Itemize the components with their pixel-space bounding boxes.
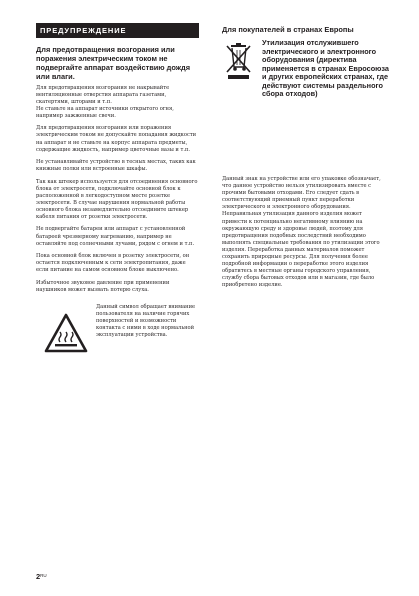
left-column <box>36 23 199 384</box>
disposal-heading: Утилизация отслужившего электрического и электронного оборудования (директива применяется в странах Евросоюза и других европейских странах, где действуют системы раздельного сбора отходов) <box>262 38 389 98</box>
disposal-body: Данный знак на устройстве или его упаковке обозначает, что данное устройство нельзя утилизировать вместе с прочими бытовыми отходами. Его следует сдать в соответствующий приемный пункт переработки электрического и электронного оборудования. Неправильная утилизация данного изделия может привести к потенциально негативному влиянию на окружающую среду и здоровье людей, поэтому для предотвращения подобных последствий необходимо выполнять специальные требования по утилизации этого изделия. Переработка данных материалов поможет сохранить природные ресурсы. Для получения более подробной информации о переработке этого изделия обратитесь в местные органы городского управления, службу сбора бытовых отходов или в магазин, где было приобретено изделие. <box>222 176 381 289</box>
disposal-notice <box>222 38 389 289</box>
hot-surface-warning-icon <box>44 313 88 353</box>
crossed-out-wheelie-bin-icon <box>224 41 252 81</box>
warning-banner: ПРЕДУПРЕЖДЕНИЕ <box>36 23 199 38</box>
warning-paragraph: Не устанавливайте устройство в тесных местах, таких как книжные полки или встроенные шкафы. <box>36 159 196 173</box>
page-language-code: RU <box>40 573 47 578</box>
hot-surface-notice <box>36 302 199 384</box>
warning-paragraph: Для предотвращения возгорания или поражения электрическим током не допускайте попадания жидкости на аппарат и не ставьте на корпус аппарата предметы, содержащие жидкость, например цветочные вазы и т.п. <box>36 125 197 153</box>
warning-lead: Для предотвращения возгорания или поражения электрическим током не подвергайте аппарат воздействию дождя или влаги. <box>36 45 191 81</box>
warning-paragraph: Избыточное звуковое давление при применении наушников может вызвать потерю слуха. <box>36 279 170 293</box>
page-number <box>36 566 47 584</box>
hot-surface-text: Данный символ обращает внимание пользователя на наличие горячих поверхностей и возможности контакта с ними в ходе нормальной эксплуатации устройства. <box>96 303 196 339</box>
hot-surface-text-block <box>96 304 200 339</box>
warning-paragraph: Для предотвращения возгорания не накрывайте вентиляционные отверстия аппарата газетами, скатертями, шторами и т.п. <box>36 84 170 105</box>
warning-paragraph: Не подвергайте батареи или аппарат с установленной батареей чрезмерному нагреванию, например не оставляйте под солнечными лучами, рядом с огнем и т.п. <box>36 226 195 247</box>
warning-paragraph: Так как штекер используется для отсоединения основного блока от электросети, подключайте основной блок к расположенной в легкодоступном месте розетке электросети. В случае нарушения нормальной работы основного блока незамедлительно отсоедините штекер кабеля питания от розетки электросети. <box>36 178 198 221</box>
right-column <box>222 25 389 289</box>
page-number-value: 2 <box>36 572 41 581</box>
warning-paragraph: Пока основной блок включен в розетку электросети, он остается подключенным к сети электропитания, даже если питание на самом основном блоке выключено. <box>36 252 190 274</box>
europe-heading: Для покупателей в странах Европы <box>222 25 354 34</box>
warning-paragraph: Не ставьте на аппарат источники открытого огня, например зажженные свечи. <box>36 105 174 119</box>
